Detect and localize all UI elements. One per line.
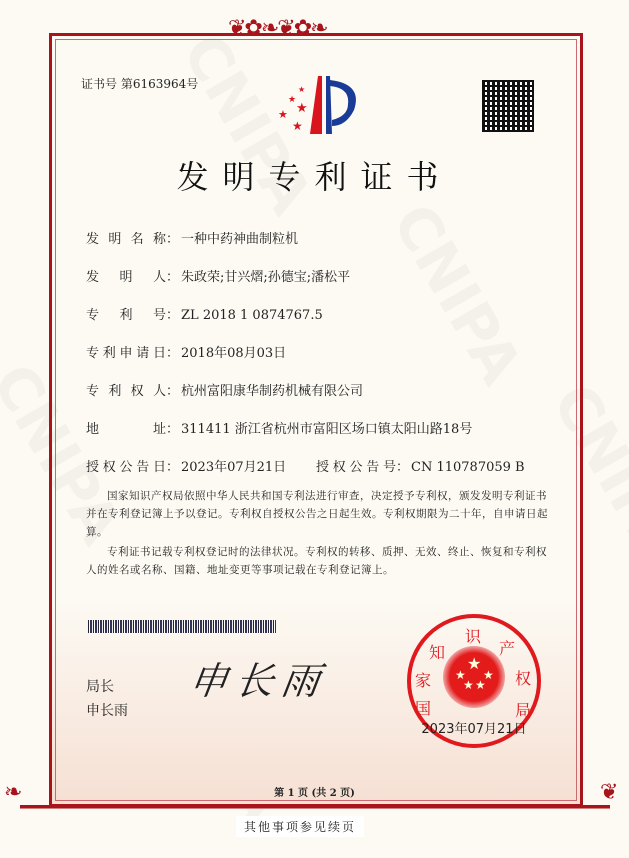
ornament-top-icon: ❦✿❧❦✿❧: [228, 16, 327, 41]
field-label: 专利号: [86, 308, 166, 323]
field-value: 311411 浙江省杭州市富阳区场口镇太阳山路18号: [181, 422, 473, 437]
svg-text:★: ★: [296, 101, 308, 116]
field-label: 专利权人: [86, 384, 166, 399]
seal-char: 国: [415, 699, 432, 718]
field-value: 2018年08月03日: [181, 346, 287, 361]
field-label: 授权公告日: [86, 460, 166, 475]
field-label: 专利申请日: [86, 346, 166, 361]
seal-char: 产: [499, 639, 516, 658]
field-separator: ：: [396, 460, 410, 475]
certificate-number-value: 第6163964号: [120, 77, 199, 91]
field-label: 发明名称: [86, 232, 166, 247]
field-patent-number: [86, 304, 323, 323]
seal-char: 知: [429, 643, 446, 662]
seal-char: 家: [415, 671, 432, 690]
director-title: 局长: [86, 679, 114, 695]
field-grant-date: [86, 456, 286, 475]
field-address: [86, 418, 472, 437]
field-value: 杭州富阳康华制药机械有限公司: [181, 384, 364, 399]
field-inventors: [86, 266, 350, 285]
field-patentee: [86, 380, 363, 399]
director-signature: 申长雨: [186, 659, 331, 703]
field-value: ZL 2018 1 0874767.5: [181, 308, 323, 323]
field-separator: ：: [166, 308, 180, 323]
seal-date: 2023年07月21日: [421, 722, 527, 737]
field-value: CN 110787059 B: [411, 460, 525, 475]
svg-text:★: ★: [298, 85, 306, 94]
svg-text:★: ★: [292, 119, 303, 133]
footer-note: 其他事项参见续页: [236, 816, 364, 837]
certificate-number: [81, 75, 198, 92]
field-value: 一种中药神曲制粒机: [181, 232, 299, 247]
field-separator: ：: [166, 460, 180, 475]
cnipa-logo-icon: [268, 76, 358, 142]
field-separator: ：: [166, 346, 180, 361]
qr-code-icon[interactable]: [482, 80, 534, 132]
svg-text:★: ★: [278, 108, 288, 121]
ornament-bottom-left-icon: ❧: [4, 780, 21, 805]
field-grant-number: [316, 456, 525, 475]
field-separator: ：: [166, 270, 180, 285]
seal-char: 局: [515, 701, 532, 720]
field-invention-name: [86, 228, 298, 247]
field-label: 地址: [86, 422, 166, 437]
ornament-bottom-right-icon: ❦: [600, 780, 617, 805]
svg-text:★: ★: [288, 95, 297, 105]
field-separator: ：: [166, 422, 180, 437]
page-number: 第 1 页 (共 2 页): [274, 788, 355, 799]
seal-char: 权: [515, 669, 532, 688]
barcode-icon: [88, 620, 276, 633]
official-seal: [407, 614, 541, 748]
certificate-number-label: 证书号: [81, 77, 118, 91]
seal-char: 识: [465, 627, 482, 646]
director-name: 申长雨: [86, 703, 128, 719]
field-value: 朱政荣;甘兴熠;孙德宝;潘松平: [181, 270, 351, 285]
field-separator: ：: [166, 384, 180, 399]
field-separator: ：: [166, 232, 180, 247]
national-emblem-icon: ★ ★ ★ ★ ★: [443, 646, 505, 708]
field-application-date: [86, 342, 286, 361]
certificate-title: 发明专利证书: [176, 158, 453, 196]
field-label: 授权公告号: [316, 460, 396, 475]
bottom-border: [20, 805, 610, 809]
field-value: 2023年07月21日: [181, 460, 287, 475]
legal-status-statement: 专利证书记载专利权登记时的法律状况。专利权的转移、质押、无效、终止、恢复和专利权人的姓名或名称、国籍、地址变更等事项记载在专利登记簿上。: [86, 546, 547, 576]
grant-statement: 国家知识产权局依照中华人民共和国专利法进行审查，决定授予专利权，颁发发明专利证书并在专利登记簿上予以登记。专利权自授权公告之日起生效。专利权期限为二十年，自申请日起算。: [86, 490, 548, 538]
field-label: 发明人: [86, 270, 166, 285]
